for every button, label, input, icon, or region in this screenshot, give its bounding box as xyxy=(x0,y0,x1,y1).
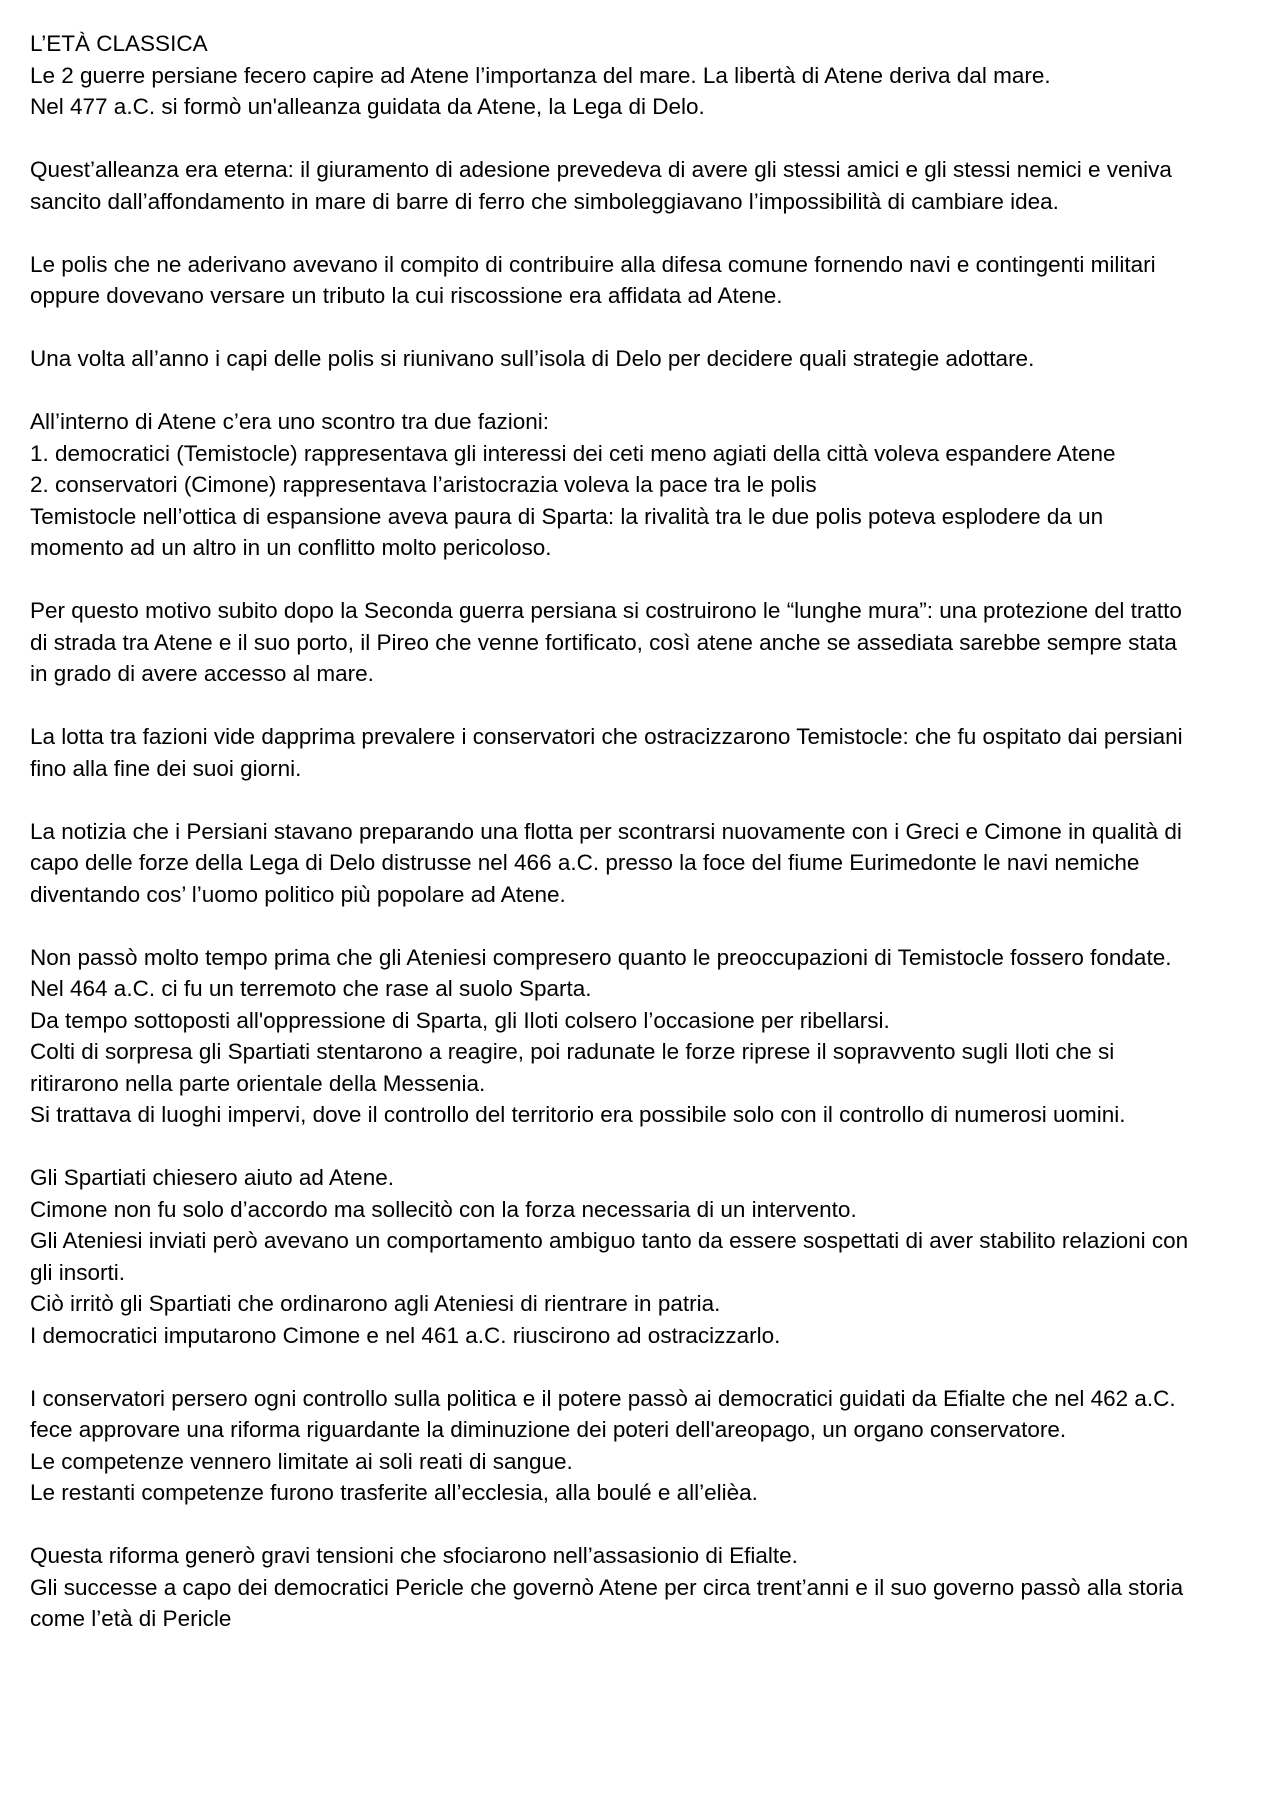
text-line: Da tempo sottoposti all'oppressione di Sparta, gli Iloti colsero l’occasione per ribellarsi. xyxy=(30,1007,890,1033)
paragraph-spartan-request xyxy=(30,1162,1260,1351)
text-line: di strada tra Atene e il suo porto, il Pireo che venne fortificato, così atene anche se assediata sarebbe sempre stata xyxy=(30,629,1177,655)
paragraph-gap xyxy=(30,690,1260,722)
text-line: ritirarono nella parte orientale della Messenia. xyxy=(30,1070,486,1096)
paragraph-pericles xyxy=(30,1540,1260,1635)
text-line: Una volta all’anno i capi delle polis si riunivano sull’isola di Delo per decidere quali strategie adottare. xyxy=(30,346,1035,371)
text-line: Gli successe a capo dei democratici Pericle che governò Atene per circa trent’anni e il suo governo passò alla storia xyxy=(30,1574,1184,1600)
text-line: capo delle forze della Lega di Delo distrusse nel 466 a.C. presso la foce del fiume Eurimedonte le navi nemiche xyxy=(30,850,1140,875)
text-line: Le competenze vennero limitate ai soli reati di sangue. xyxy=(30,1448,573,1474)
list-item: 1. democratici (Temistocle) rappresentava gli interessi dei ceti meno agiati della città voleva espandere Atene xyxy=(30,440,1116,466)
paragraph-delos-meeting xyxy=(30,343,1260,375)
text-line: Si trattava di luoghi impervi, dove il controllo del territorio era possibile solo con il controllo di numerosi uomini. xyxy=(30,1102,1126,1127)
paragraph-eurymedon xyxy=(30,816,1260,911)
text-line: Gli Ateniesi inviati però avevano un comportamento ambiguo tanto da essere sospettati di aver stabilito relazioni con xyxy=(30,1228,1189,1253)
text-line: Per questo motivo subito dopo la Seconda guerra persiana si costruirono le “lunghe mura”: una protezione del tratto xyxy=(30,598,1182,623)
text-line: Le 2 guerre persiane fecero capire ad Atene l’importanza del mare. La libertà di Atene deriva dal mare. xyxy=(30,62,1051,88)
paragraph-gap xyxy=(30,375,1260,407)
paragraph-ostracism-themistocles xyxy=(30,721,1260,784)
text-line: diventando cos’ l’uomo politico più popolare ad Atene. xyxy=(30,881,566,907)
text-line: Le polis che ne aderivano avevano il compito di contribuire alla difesa comune fornendo navi e contingenti militari xyxy=(30,251,1156,277)
paragraph-gap xyxy=(30,1509,1260,1541)
paragraph-gap xyxy=(30,123,1260,155)
text-line: La notizia che i Persiani stavano preparando una flotta per scontrarsi nuovamente con i Greci e Cimone in qualità di xyxy=(30,818,1182,844)
text-line: in grado di avere accesso al mare. xyxy=(30,661,374,686)
text-line: La lotta tra fazioni vide dapprima prevalere i conservatori che ostracizzarono Temistocle: che fu ospitato dai persiani xyxy=(30,724,1183,749)
paragraph-gap xyxy=(30,312,1260,344)
paragraph-gap xyxy=(30,564,1260,596)
text-line: Nel 464 a.C. ci fu un terremoto che rase al suolo Sparta. xyxy=(30,976,592,1001)
text-line: I conservatori persero ogni controllo sulla politica e il potere passò ai democratici guidati da Efialte che nel 462 a.C. xyxy=(30,1385,1176,1411)
text-line: Gli Spartiati chiesero aiuto ad Atene. xyxy=(30,1165,394,1190)
document-page xyxy=(30,28,1260,1635)
document-title: L’ETÀ CLASSICA xyxy=(30,31,208,56)
paragraph-factions xyxy=(30,406,1260,564)
text-line: Temistocle nell’ottica di espansione aveva paura di Sparta: la rivalità tra le due polis poteva esplodere da un xyxy=(30,503,1104,529)
text-line: gli insorti. xyxy=(30,1259,126,1285)
paragraph-gap xyxy=(30,784,1260,816)
paragraph-alliance-oath xyxy=(30,154,1260,217)
paragraph-gap xyxy=(30,1351,1260,1383)
text-line: sancito dall’affondamento in mare di barre di ferro che simboleggiavano l’impossibilità di cambiare idea. xyxy=(30,188,1059,214)
text-line: Le restanti competenze furono trasferite all’ecclesia, alla boulé e all’elièa. xyxy=(30,1480,758,1505)
text-line: Quest’alleanza era eterna: il giuramento di adesione prevedeva di avere gli stessi amici e gli stessi nemici e veniva xyxy=(30,157,1172,182)
text-line: momento ad un altro in un conflitto molto pericoloso. xyxy=(30,535,552,560)
text-line: Questa riforma generò gravi tensioni che sfociarono nell’assasionio di Efialte. xyxy=(30,1543,798,1568)
text-line: fece approvare una riforma riguardante la diminuzione dei poteri dell'areopago, un organo conservatore. xyxy=(30,1417,1067,1442)
paragraph-gap xyxy=(30,910,1260,942)
paragraph-gap xyxy=(30,1131,1260,1163)
text-line: come l’età di Pericle xyxy=(30,1606,232,1631)
list-item: 2. conservatori (Cimone) rappresentava l’aristocrazia voleva la pace tra le polis xyxy=(30,472,817,497)
text-line: Ciò irritò gli Spartiati che ordinarono agli Ateniesi di rientrare in patria. xyxy=(30,1291,721,1316)
paragraph-persian-wars xyxy=(30,60,1260,123)
text-line: Colti di sorpresa gli Spartiati stentarono a reagire, poi radunate le forze riprese il sopravvento sugli Iloti che si xyxy=(30,1039,1115,1064)
text-line: Cimone non fu solo d’accordo ma sollecitò con la forza necessaria di un intervento. xyxy=(30,1196,857,1222)
text-line: Non passò molto tempo prima che gli Ateniesi compresero quanto le preoccupazioni di Temistocle fossero fondate. xyxy=(30,944,1172,970)
text-line: fino alla fine dei suoi giorni. xyxy=(30,755,302,781)
text-line: I democratici imputarono Cimone e nel 461 a.C. riuscirono ad ostracizzarlo. xyxy=(30,1322,781,1348)
paragraph-ephialtes-reform xyxy=(30,1383,1260,1509)
paragraph-polis-duties xyxy=(30,249,1260,312)
text-line: Nel 477 a.C. si formò un'alleanza guidata da Atene, la Lega di Delo. xyxy=(30,94,705,119)
text-line: All’interno di Atene c’era uno scontro tra due fazioni: xyxy=(30,409,550,434)
paragraph-long-walls xyxy=(30,595,1260,690)
text-line: oppure dovevano versare un tributo la cui riscossione era affidata ad Atene. xyxy=(30,283,783,308)
paragraph-earthquake-sparta xyxy=(30,942,1260,1131)
paragraph-gap xyxy=(30,217,1260,249)
